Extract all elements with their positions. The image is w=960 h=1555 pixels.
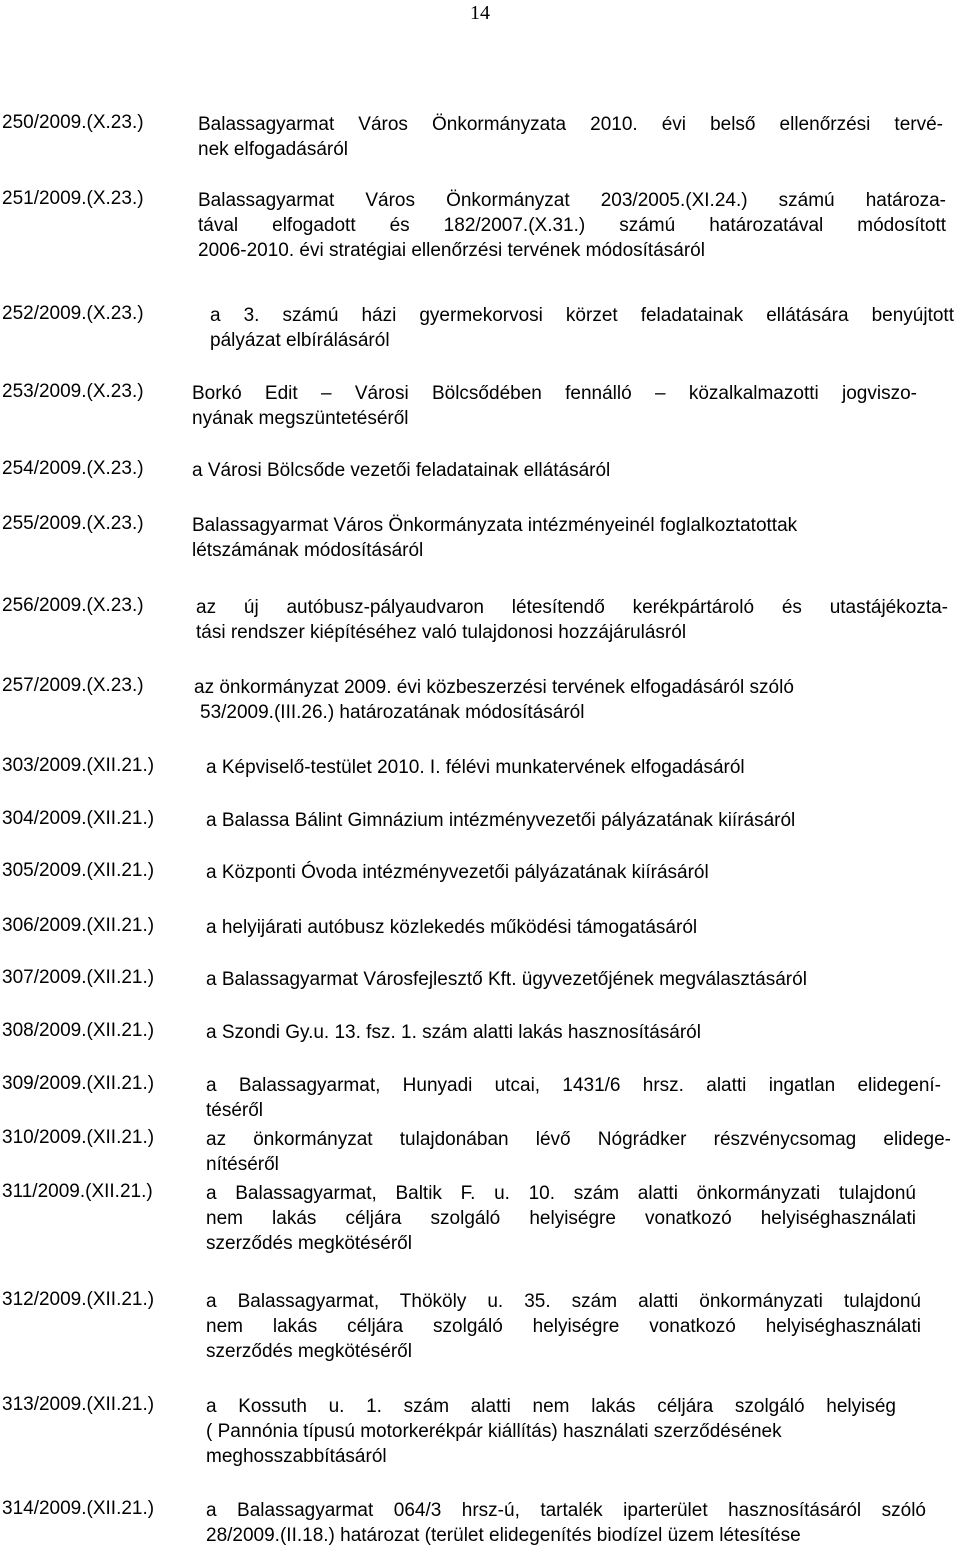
resolution-title-line: nyának megszüntetéséről — [192, 408, 409, 429]
resolution-title — [198, 112, 943, 162]
resolution-number: 254/2009.(X.23.) — [2, 458, 144, 479]
resolution-title-line: pályázat elbírálásáról — [210, 330, 390, 351]
resolution-title — [192, 381, 917, 431]
resolution-title-line: szerződés megkötéséről — [206, 1233, 412, 1254]
resolution-title — [206, 1127, 951, 1177]
resolution-number: 252/2009.(X.23.) — [2, 303, 144, 324]
resolution-number: 303/2009.(XII.21.) — [2, 755, 155, 776]
resolution-title-line: a Képviselő-testület 2010. I. félévi munkatervének elfogadásáról — [206, 757, 745, 778]
resolution-title-line: a Balassagyarmat, Hunyadi utcai, 1431/6 hrsz. alatti ingatlan elidegení- — [206, 1075, 941, 1096]
resolution-number: 250/2009.(X.23.) — [2, 112, 144, 133]
resolution-title-line: tási rendszer kiépítéséhez való tulajdonosi hozzájárulásról — [196, 622, 687, 643]
resolution-title — [206, 1498, 926, 1548]
resolution-title — [206, 915, 906, 940]
resolution-title — [206, 1181, 916, 1256]
resolution-number: 307/2009.(XII.21.) — [2, 967, 155, 988]
resolution-title-line: Balassagyarmat Város Önkormányzat 203/2005.(XI.24.) számú határoza- — [198, 190, 946, 211]
resolution-title — [194, 675, 924, 725]
resolution-number: 311/2009.(XII.21.) — [2, 1181, 153, 1202]
resolution-number: 257/2009.(X.23.) — [2, 675, 144, 696]
resolution-title — [192, 458, 912, 483]
resolution-number: 314/2009.(XII.21.) — [2, 1498, 155, 1519]
resolution-title — [206, 1020, 906, 1045]
resolution-title-line: a Szondi Gy.u. 13. fsz. 1. szám alatti lakás hasznosításáról — [206, 1022, 701, 1043]
resolution-title-line: Balassagyarmat Város Önkormányzata intézményeinél foglalkoztatottak — [192, 515, 798, 536]
resolution-title-line: meghosszabbításáról — [206, 1446, 387, 1467]
resolution-title — [206, 755, 906, 780]
resolution-title-line: az önkormányzat 2009. évi közbeszerzési tervének elfogadásáról szóló — [194, 677, 794, 698]
resolution-title — [206, 1073, 941, 1123]
resolution-number: 308/2009.(XII.21.) — [2, 1020, 155, 1041]
page-number: 14 — [470, 2, 490, 24]
resolution-title-line: a Balassagyarmat, Baltik F. u. 10. szám alatti önkormányzati tulajdonú — [206, 1183, 916, 1204]
resolution-number: 310/2009.(XII.21.) — [2, 1127, 155, 1148]
resolution-title-line: a Központi Óvoda intézményvezetői pályázatának kiírásáról — [206, 862, 709, 883]
resolution-title — [196, 595, 948, 645]
resolution-title-line: a 3. számú házi gyermekorvosi körzet feladatainak ellátására benyújtott — [210, 305, 954, 326]
resolution-title-line: nek elfogadásáról — [198, 139, 348, 160]
resolution-title-line: a helyijárati autóbusz közlekedés működési támogatásáról — [206, 917, 698, 938]
resolution-number: 312/2009.(XII.21.) — [2, 1289, 155, 1310]
resolution-title-line: az önkormányzat tulajdonában lévő Nógrádker részvénycsomag elidege- — [206, 1129, 951, 1150]
resolution-title — [206, 967, 941, 992]
resolution-title — [206, 808, 936, 833]
resolution-title-line: létszámának módosításáról — [192, 540, 424, 561]
resolution-title-line: 53/2009.(III.26.) határozatának módosításáról — [200, 702, 585, 723]
resolution-title-line: a Balassagyarmat Városfejlesztő Kft. ügyvezetőjének megválasztásáról — [206, 969, 807, 990]
resolution-number: 255/2009.(X.23.) — [2, 513, 144, 534]
resolution-title-line: az új autóbusz-pályaudvaron létesítendő kerékpártároló és utastájékozta- — [196, 597, 948, 618]
resolution-title-line: tával elfogadott és 182/2007.(X.31.) számú határozatával módosított — [198, 215, 946, 236]
resolution-title-line: 28/2009.(II.18.) határozat (terület elidegenítés biodízel üzem létesítése — [206, 1525, 801, 1546]
resolution-title-line: a Balassa Bálint Gimnázium intézményvezetői pályázatának kiírásáról — [206, 810, 796, 831]
resolution-title-line: nem lakás céljára szolgáló helyiségre vonatkozó helyiséghasználati — [206, 1316, 921, 1337]
resolution-number: 306/2009.(XII.21.) — [2, 915, 155, 936]
resolution-number: 305/2009.(XII.21.) — [2, 860, 155, 881]
resolution-title-line: Borkó Edit – Városi Bölcsődében fennálló – közalkalmazotti jogviszo- — [192, 383, 917, 404]
resolution-title — [206, 860, 906, 885]
resolution-title-line: 2006-2010. évi stratégiai ellenőrzési tervének módosításáról — [198, 240, 705, 261]
resolution-number: 253/2009.(X.23.) — [2, 381, 144, 402]
resolution-title — [210, 303, 954, 353]
resolution-title — [198, 188, 946, 263]
resolution-title-line: téséről — [206, 1100, 264, 1121]
resolution-number: 304/2009.(XII.21.) — [2, 808, 155, 829]
resolution-number: 251/2009.(X.23.) — [2, 188, 144, 209]
resolution-title-line: ( Pannónia típusú motorkerékpár kiállítás) használati szerződésének — [206, 1421, 782, 1442]
resolution-title-line: nem lakás céljára szolgáló helyiségre vonatkozó helyiséghasználati — [206, 1208, 916, 1229]
resolution-title-line: a Városi Bölcsőde vezetői feladatainak ellátásáról — [192, 460, 611, 481]
resolution-title — [206, 1394, 896, 1469]
resolution-title-line: szerződés megkötéséről — [206, 1341, 412, 1362]
resolution-title-line: a Kossuth u. 1. szám alatti nem lakás céljára szolgáló helyiség — [206, 1396, 896, 1417]
resolution-title-line: Balassagyarmat Város Önkormányzata 2010. évi belső ellenőrzési tervé- — [198, 114, 943, 135]
resolution-number: 313/2009.(XII.21.) — [2, 1394, 155, 1415]
resolution-title-line: a Balassagyarmat, Thököly u. 35. szám alatti önkormányzati tulajdonú — [206, 1291, 921, 1312]
resolution-number: 309/2009.(XII.21.) — [2, 1073, 155, 1094]
resolution-title — [192, 513, 932, 563]
resolution-title-line: nítéséről — [206, 1154, 279, 1175]
resolution-title — [206, 1289, 921, 1364]
resolution-number: 256/2009.(X.23.) — [2, 595, 144, 616]
resolution-title-line: a Balassagyarmat 064/3 hrsz-ú, tartalék iparterület hasznosításáról szóló — [206, 1500, 926, 1521]
